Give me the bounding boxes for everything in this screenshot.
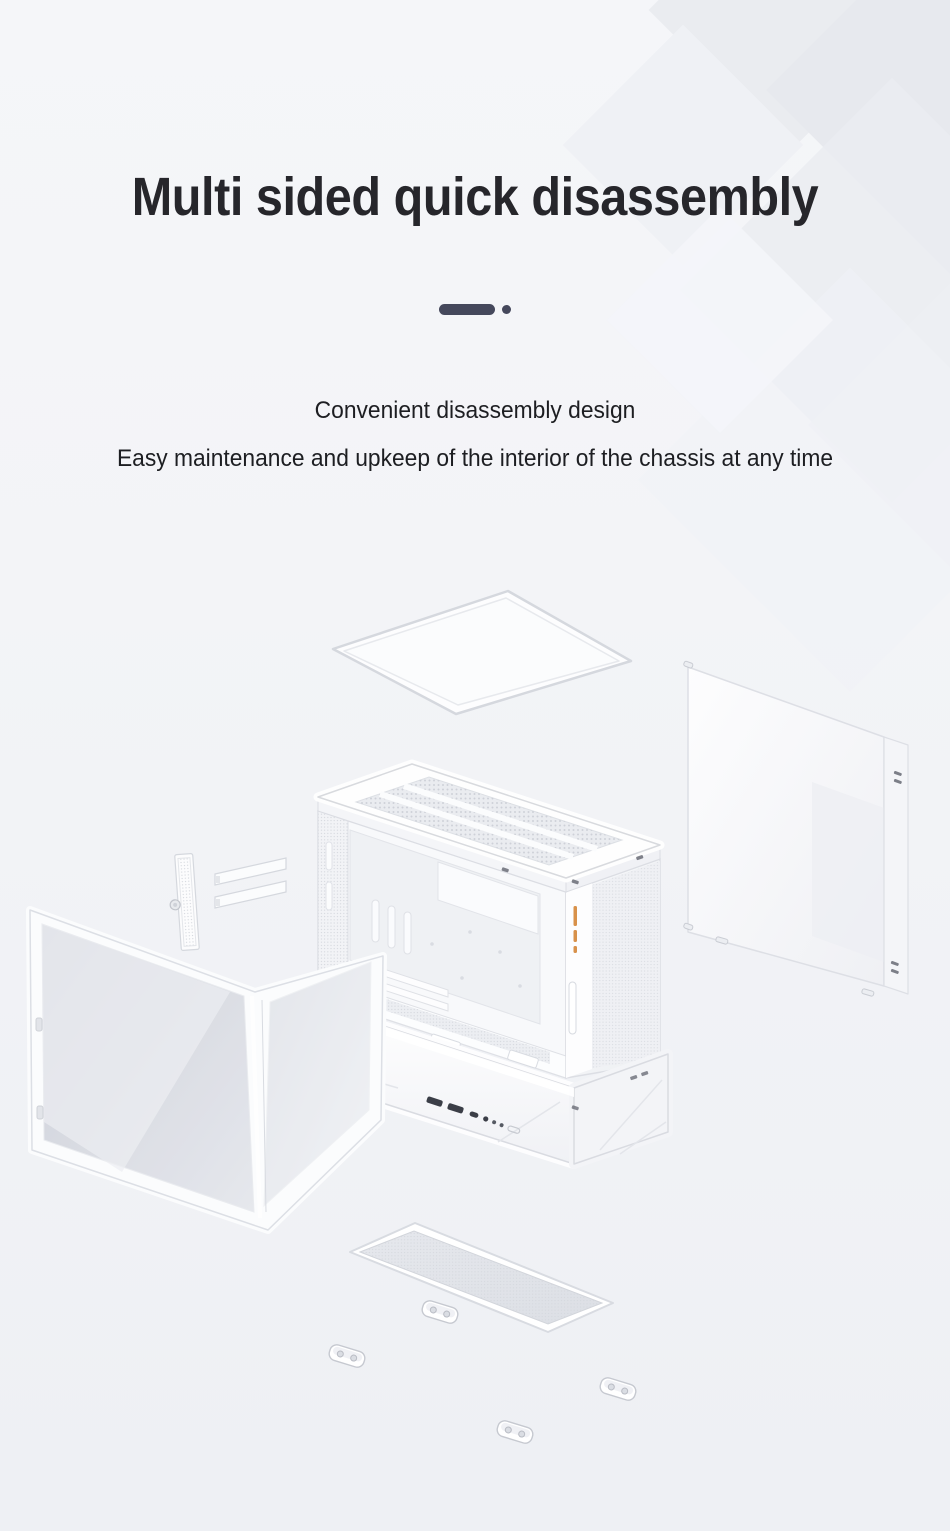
divider-dot xyxy=(502,305,511,314)
page-title: Multi sided quick disassembly xyxy=(131,167,819,227)
top-filter-panel xyxy=(333,591,631,714)
rubber-foot xyxy=(327,1343,366,1369)
divider-dash xyxy=(439,304,495,315)
rubber-foot xyxy=(420,1299,459,1325)
subtitle-line-2: Easy maintenance and upkeep of the interior of the chassis at any time xyxy=(116,445,834,472)
rubber-feet xyxy=(327,1299,637,1445)
right-side-panel xyxy=(683,661,908,997)
divider xyxy=(0,302,950,316)
pci-slot-brackets xyxy=(167,853,286,951)
rubber-foot xyxy=(495,1419,534,1445)
rubber-foot xyxy=(598,1376,637,1402)
bottom-dust-filter xyxy=(350,1223,613,1332)
subtitle-line-1: Convenient disassembly design xyxy=(314,397,636,424)
